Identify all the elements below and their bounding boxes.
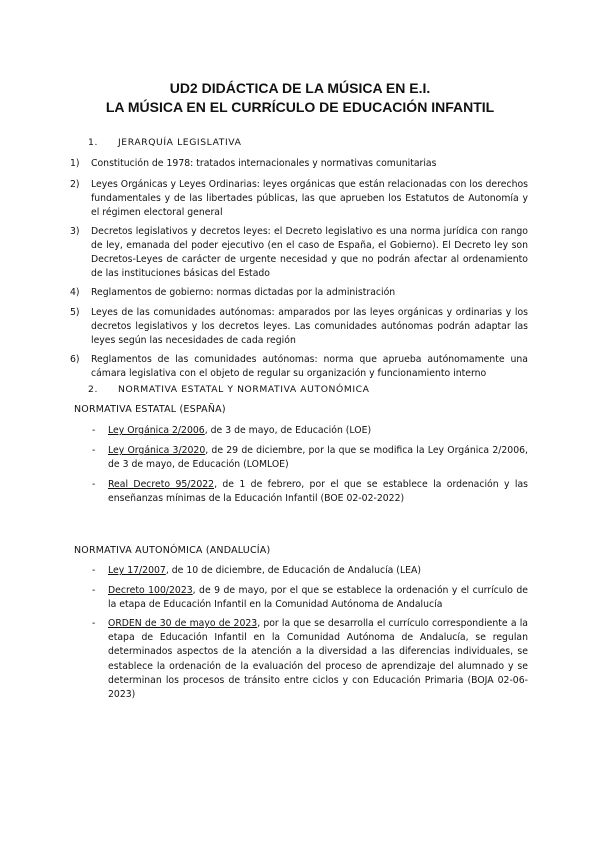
item-number: 4) xyxy=(70,287,80,298)
list-item xyxy=(92,478,528,506)
section-number: 1. xyxy=(88,137,98,148)
item-text: Leyes Orgánicas y Leyes Ordinarias: leyes orgánicas que están relacionadas con los derechos fundamentales y de las libertades públicas, las que aprueben los Estatutos de Autonomía y el régimen electoral general xyxy=(91,179,528,218)
item-number: 5) xyxy=(70,307,80,318)
law-text: , por la que se desarrolla el currículo correspondiente a la etapa de Educación Infantil en la Comunidad Autónoma de Andalucía, se regulan determinados aspectos de la atención a la diversidad a las diferencias individuales, se establece la ordenación de la evaluación del proceso de aprendizaje del alumnado y se determinan los procesos de tránsito entre ciclos y con Educación Primaria (BOJA 02-06-2023) xyxy=(108,618,528,701)
subsection-heading-estatal: NORMATIVA ESTATAL (ESPAÑA) xyxy=(74,404,226,415)
list-item xyxy=(92,584,529,612)
list-item xyxy=(70,225,528,281)
law-link[interactable]: Decreto 100/2023 xyxy=(108,585,193,596)
section-number: 2. xyxy=(88,384,98,395)
section-title: JERARQUÍA LEGISLATIVA xyxy=(118,137,242,148)
section-title: NORMATIVA ESTATAL Y NORMATIVA AUTONÓMICA xyxy=(118,384,370,395)
item-number: 1) xyxy=(70,158,80,169)
item-number: 3) xyxy=(70,226,80,237)
bullet-dash: - xyxy=(92,585,96,596)
list-item xyxy=(70,286,528,300)
bullet-dash: - xyxy=(92,445,96,456)
item-text: Reglamentos de gobierno: normas dictadas por la administración xyxy=(91,287,396,298)
list-item xyxy=(92,564,528,578)
list-item xyxy=(70,306,528,348)
law-link[interactable]: Ley 17/2007 xyxy=(108,565,166,576)
list-item xyxy=(92,617,528,702)
bullet-dash: - xyxy=(92,425,96,436)
list-item xyxy=(70,353,528,381)
bullet-dash: - xyxy=(92,565,96,576)
item-number: 6) xyxy=(70,354,80,365)
section-heading-1 xyxy=(88,137,241,148)
item-text: Decretos legislativos y decretos leyes: el Decreto legislativo es una norma jurídica con rango de ley, emanada del poder ejecutivo (en el caso de España, el Gobierno). El Decreto ley son Decretos-Leyes de carácter de urgente necesidad y que no podrán afectar al ordenamiento de las instituciones básicas del Estado xyxy=(91,226,528,279)
law-link[interactable]: Real Decreto 95/2022 xyxy=(108,479,215,490)
bullet-dash: - xyxy=(92,618,96,629)
list-item xyxy=(70,178,528,220)
law-link[interactable]: ORDEN de 30 de mayo de 2023 xyxy=(108,618,258,629)
list-item xyxy=(92,424,528,438)
law-link[interactable]: Ley Orgánica 2/2006 xyxy=(108,425,205,436)
list-item xyxy=(92,444,528,472)
section-heading-2 xyxy=(88,384,370,395)
law-text: , de 10 de diciembre, de Educación de Andalucía (LEA) xyxy=(165,565,421,576)
bullet-dash: - xyxy=(92,479,96,490)
subsection-heading-autonomica: NORMATIVA AUTONÓMICA (ANDALUCÍA) xyxy=(74,545,271,556)
law-link[interactable]: Ley Orgánica 3/2020 xyxy=(108,445,206,456)
law-text: , de 1 de febrero, por el que se establece la ordenación y las enseñanzas mínimas de la Educación Infantil (BOE 02-02-2022) xyxy=(108,479,528,505)
law-text: , de 29 de diciembre, por la que se modifica la Ley Orgánica 2/2006, de 3 de mayo, de Educación (LOMLOE) xyxy=(108,445,528,471)
item-text: Reglamentos de las comunidades autónomas: norma que aprueba autónomamente una cámara legislativa con el objeto de regular su organización y funcionamiento interno xyxy=(91,354,528,379)
item-text: Constitución de 1978: tratados internacionales y normativas comunitarias xyxy=(91,158,437,169)
page-title: UD2 DIDÁCTICA DE LA MÚSICA EN E.I. xyxy=(169,80,431,96)
list-item xyxy=(70,157,528,171)
item-text: Leyes de las comunidades autónomas: amparados por las leyes orgánicas y ordinarias y los decretos legislativos y los decretos leyes. Las comunidades autónomas podrán adaptar las leyes según las necesidades de cada región xyxy=(91,307,528,346)
page-subtitle: LA MÚSICA EN EL CURRÍCULO DE EDUCACIÓN INFANTIL xyxy=(105,99,495,115)
law-text: , de 9 de mayo, por el que se establece la ordenación y el currículo de la etapa de Educación Infantil en la Comunidad Autónoma de Andalucía xyxy=(108,585,529,611)
item-number: 2) xyxy=(70,179,80,190)
law-text: , de 3 de mayo, de Educación (LOE) xyxy=(204,425,372,436)
